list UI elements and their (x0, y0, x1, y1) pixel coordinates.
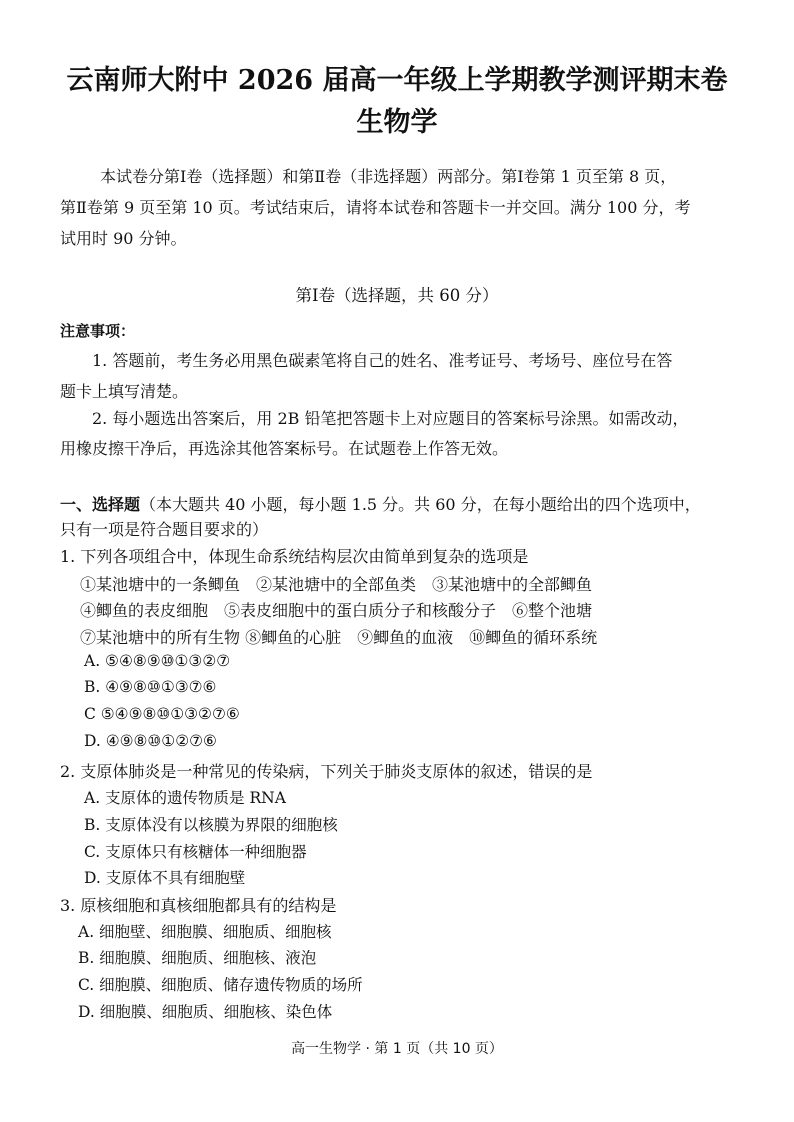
exam-subject: 生物学 (356, 107, 438, 138)
question-2-option-d: D. 支原体不具有细胞壁 (84, 869, 246, 887)
part1-heading-line-2: 只有一项是符合题目要求的） (60, 520, 269, 539)
section-heading: 第Ⅰ卷（选择题，共 60 分） (295, 286, 499, 305)
question-1-option-b: B. ④⑨⑧⑩①③⑦⑥ (84, 678, 217, 696)
question-1-item-line-1: ①某池塘中的一条鲫鱼 ②某池塘中的全部鱼类 ③某池塘中的全部鲫鱼 (80, 575, 593, 594)
question-2-option-a: A. 支原体的遗传物质是 RNA (84, 789, 286, 807)
part1-heading-desc: （本大题共 40 小题，每小题 1.5 分。共 60 分，在每小题给出的四个选项中， (140, 495, 701, 514)
notice-item-1-line-1: 1. 答题前，考生务必用黑色碳素笔将自己的姓名、准考证号、考场号、座位号在答 (92, 351, 673, 370)
part1-heading (60, 492, 701, 515)
notice-heading: 注意事项： (60, 322, 136, 340)
notice-item-2-line-2: 用橡皮擦干净后，再选涂其他答案标号。在试题卷上作答无效。 (60, 439, 509, 458)
intro-line-1: 本试卷分第Ⅰ卷（选择题）和第Ⅱ卷（非选择题）两部分。第Ⅰ卷第 1 页至第 8 页， (100, 167, 677, 186)
question-3-option-c: C. 细胞膜、细胞质、储存遗传物质的场所 (78, 976, 363, 994)
question-1-item-line-2: ④鲫鱼的表皮细胞 ⑤表皮细胞中的蛋白质分子和核酸分子 ⑥整个池塘 (80, 601, 593, 620)
intro-line-3: 试用时 90 分钟。 (60, 229, 187, 248)
notice-item-2-line-1: 2. 每小题选出答案后，用 2B 铅笔把答题卡上对应题目的答案标号涂黑。如需改动， (92, 409, 689, 428)
intro-line-2: 第Ⅱ卷第 9 页至第 10 页。考试结束后，请将本试卷和答题卡一并交回。满分 100 分，考 (60, 198, 691, 217)
page-footer: 高一生物学 · 第 1 页（共 10 页） (291, 1041, 503, 1057)
question-1-item-line-3: ⑦某池塘中的所有生物 ⑧鲫鱼的心脏 ⑨鲫鱼的血液 ⑩鲫鱼的循环系统 (80, 628, 598, 647)
question-1-option-c: C ⑤④⑨⑧⑩①③②⑦⑥ (84, 705, 240, 723)
question-1-option-d: D. ④⑨⑧⑩①②⑦⑥ (84, 732, 217, 750)
question-1-option-a: A. ⑤④⑧⑨⑩①③②⑦ (84, 652, 231, 670)
question-2-option-b: B. 支原体没有以核膜为界限的细胞核 (84, 816, 338, 834)
notice-item-1-line-2: 题卡上填写清楚。 (60, 382, 189, 401)
question-2-option-c: C. 支原体只有核糖体一种细胞器 (84, 843, 307, 861)
question-3-option-d: D. 细胞膜、细胞质、细胞核、染色体 (78, 1003, 333, 1021)
question-3-option-a: A. 细胞壁、细胞膜、细胞质、细胞核 (78, 923, 332, 941)
exam-title: 云南师大附中 2026 届高一年级上学期教学测评期末卷 (66, 65, 728, 96)
question-2-stem: 2. 支原体肺炎是一种常见的传染病，下列关于肺炎支原体的叙述，错误的是 (60, 762, 593, 781)
question-1-stem: 1. 下列各项组合中，体现生命系统结构层次由简单到复杂的选项是 (60, 547, 529, 566)
part1-heading-label: 一、选择题 (60, 495, 141, 514)
question-3-option-b: B. 细胞膜、细胞质、细胞核、液泡 (78, 949, 317, 967)
question-3-stem: 3. 原核细胞和真核细胞都具有的结构是 (60, 896, 337, 915)
